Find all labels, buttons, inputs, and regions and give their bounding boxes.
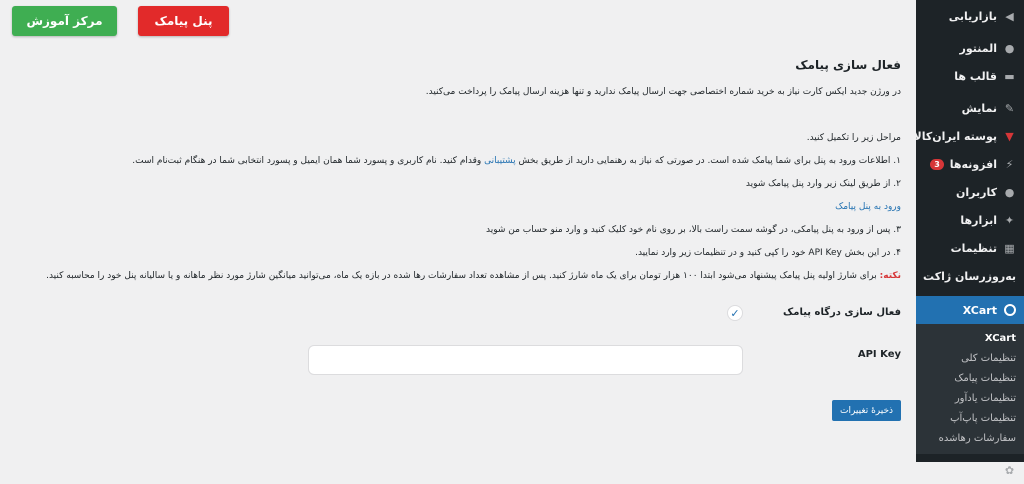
sidebar-item-label: بازاریابی	[948, 9, 997, 23]
note-text: برای شارژ اولیه پنل پیامک پیشنهاد می‌شود ابتدا ۱۰۰ هزار تومان برای یک ماه شارژ کنید. پس از مشاهده تعداد سفارشات رها شده در بازه یک ماه، می‌توانید میانگین شارژ مورد نظر ماهانه و یا سالیانه پنل خود را محاسبه کنید.	[46, 271, 877, 281]
sidebar-item-label: المنتور	[959, 41, 997, 55]
admin-sidebar	[913, 0, 1024, 477]
step-4: ۴. در این بخش API Key خود را کپی کنید و در تنظیمات زیر وارد نمایید.	[635, 248, 901, 258]
settings-icon: ▦	[1004, 241, 1015, 255]
submenu-item-general-settings[interactable]: تنظیمات کلی	[961, 352, 1016, 364]
sidebar-item-label: Duplicator	[932, 463, 997, 477]
wrench-icon: ✦	[1004, 213, 1015, 227]
note-label: نکته:	[879, 271, 901, 281]
duplicator-icon: ✿	[1004, 463, 1015, 477]
education-center-button[interactable]: مرکز آموزش	[12, 6, 117, 36]
sidebar-item-users[interactable]	[916, 178, 1024, 206]
sidebar-item-label: کاربران	[956, 185, 997, 199]
note	[46, 271, 901, 281]
submenu-item-xcart[interactable]: XCart	[984, 332, 1016, 344]
api-key-label: API Key	[857, 349, 901, 360]
sms-panel-button[interactable]: پنل پیامک	[138, 6, 229, 36]
api-key-input[interactable]	[308, 345, 743, 375]
sidebar-item-zhaket-updater[interactable]	[916, 262, 1024, 290]
sidebar-item-label: افزونه‌ها	[949, 157, 997, 171]
theme-icon: ▼	[1005, 129, 1014, 143]
submenu-item-reminder-settings[interactable]: تنظیمات یادآور	[954, 392, 1016, 404]
step-1-text-a: ۱. اطلاعات ورود به پنل برای شما پیامک شده است. در صورتی که نیاز به رهنمایی دارید از طریق بخش	[518, 156, 901, 166]
gateway-label: فعال سازی درگاه پیامک	[783, 307, 901, 318]
step-3: ۳. پس از ورود به پنل پیامکی، در گوشه سمت راست بالا، بر روی نام خود کلیک کنید و وارد منو حساب من شوید	[485, 225, 901, 235]
folder-icon: ▬	[1004, 69, 1015, 83]
sidebar-item-label: ابزارها	[960, 213, 997, 227]
sidebar-item-xcart[interactable]	[916, 296, 1024, 324]
brush-icon: ✎	[1004, 101, 1015, 115]
submenu-item-abandoned-orders[interactable]: سفارشات رهاشده	[938, 432, 1016, 444]
step-2: ۲. از طریق لینک زیر وارد پنل پیامک شوید	[745, 179, 901, 189]
gateway-checkbox[interactable]	[727, 305, 743, 321]
submenu-item-sms-settings[interactable]: تنظیمات پیامک	[954, 372, 1016, 384]
step-1-text-b: وقدام کنید. نام کاربری و پسورد شما همان ایمیل و پسورد انتخابی شما در هنگام ثبت‌نام است.	[132, 156, 482, 166]
xcart-icon	[1003, 304, 1016, 317]
sidebar-item-elementor[interactable]	[916, 34, 1024, 62]
sidebar-item-label: نمایش	[961, 101, 997, 115]
sidebar-item-label: پوسته ایران‌کالا	[913, 129, 997, 143]
sidebar-item-label: تنظیمات	[950, 241, 997, 255]
sidebar-item-tools[interactable]	[916, 206, 1024, 234]
sidebar-item-plugins[interactable]	[916, 150, 1024, 178]
megaphone-icon: ◀	[1005, 9, 1014, 23]
intro-text: در ورژن جدید ایکس کارت نیاز به خرید شماره اختصاصی جهت ارسال پیامک ندارید و تنها هزینه ارسال پیامک را پرداخت می‌کنید.	[425, 87, 901, 97]
sidebar-item-label: به‌روزرسان ژاکت	[923, 269, 1016, 283]
support-link[interactable]: پشتیبانی	[484, 156, 516, 166]
plugin-icon: ⚡	[1005, 157, 1014, 171]
xcart-submenu	[916, 324, 1024, 454]
sidebar-item-label: XCart	[962, 303, 997, 317]
submenu-item-popup-settings[interactable]: تنظیمات پاپ‌آپ	[950, 412, 1016, 424]
sidebar-item-label: قالب ها	[954, 69, 997, 83]
elementor-icon: ●	[1004, 41, 1015, 55]
save-button[interactable]: ذخیرهٔ تغییرات	[832, 400, 901, 421]
steps-intro: مراحل زیر را تکمیل کنید.	[806, 133, 901, 143]
page-title: فعال سازی پیامک	[795, 58, 901, 72]
step-1	[132, 156, 901, 166]
plugins-update-badge: 3	[930, 159, 944, 170]
sidebar-item-marketing[interactable]	[916, 2, 1024, 30]
sidebar-item-appearance[interactable]	[916, 94, 1024, 122]
sidebar-item-duplicator[interactable]	[916, 456, 1024, 484]
check-icon: ✓	[730, 306, 740, 320]
user-icon: ●	[1004, 185, 1015, 199]
sms-panel-login-link[interactable]: ورود به پنل پیامک	[835, 202, 901, 212]
sidebar-item-irankala[interactable]	[913, 122, 1024, 150]
sidebar-item-settings[interactable]	[916, 234, 1024, 262]
sidebar-item-templates[interactable]	[916, 62, 1024, 90]
